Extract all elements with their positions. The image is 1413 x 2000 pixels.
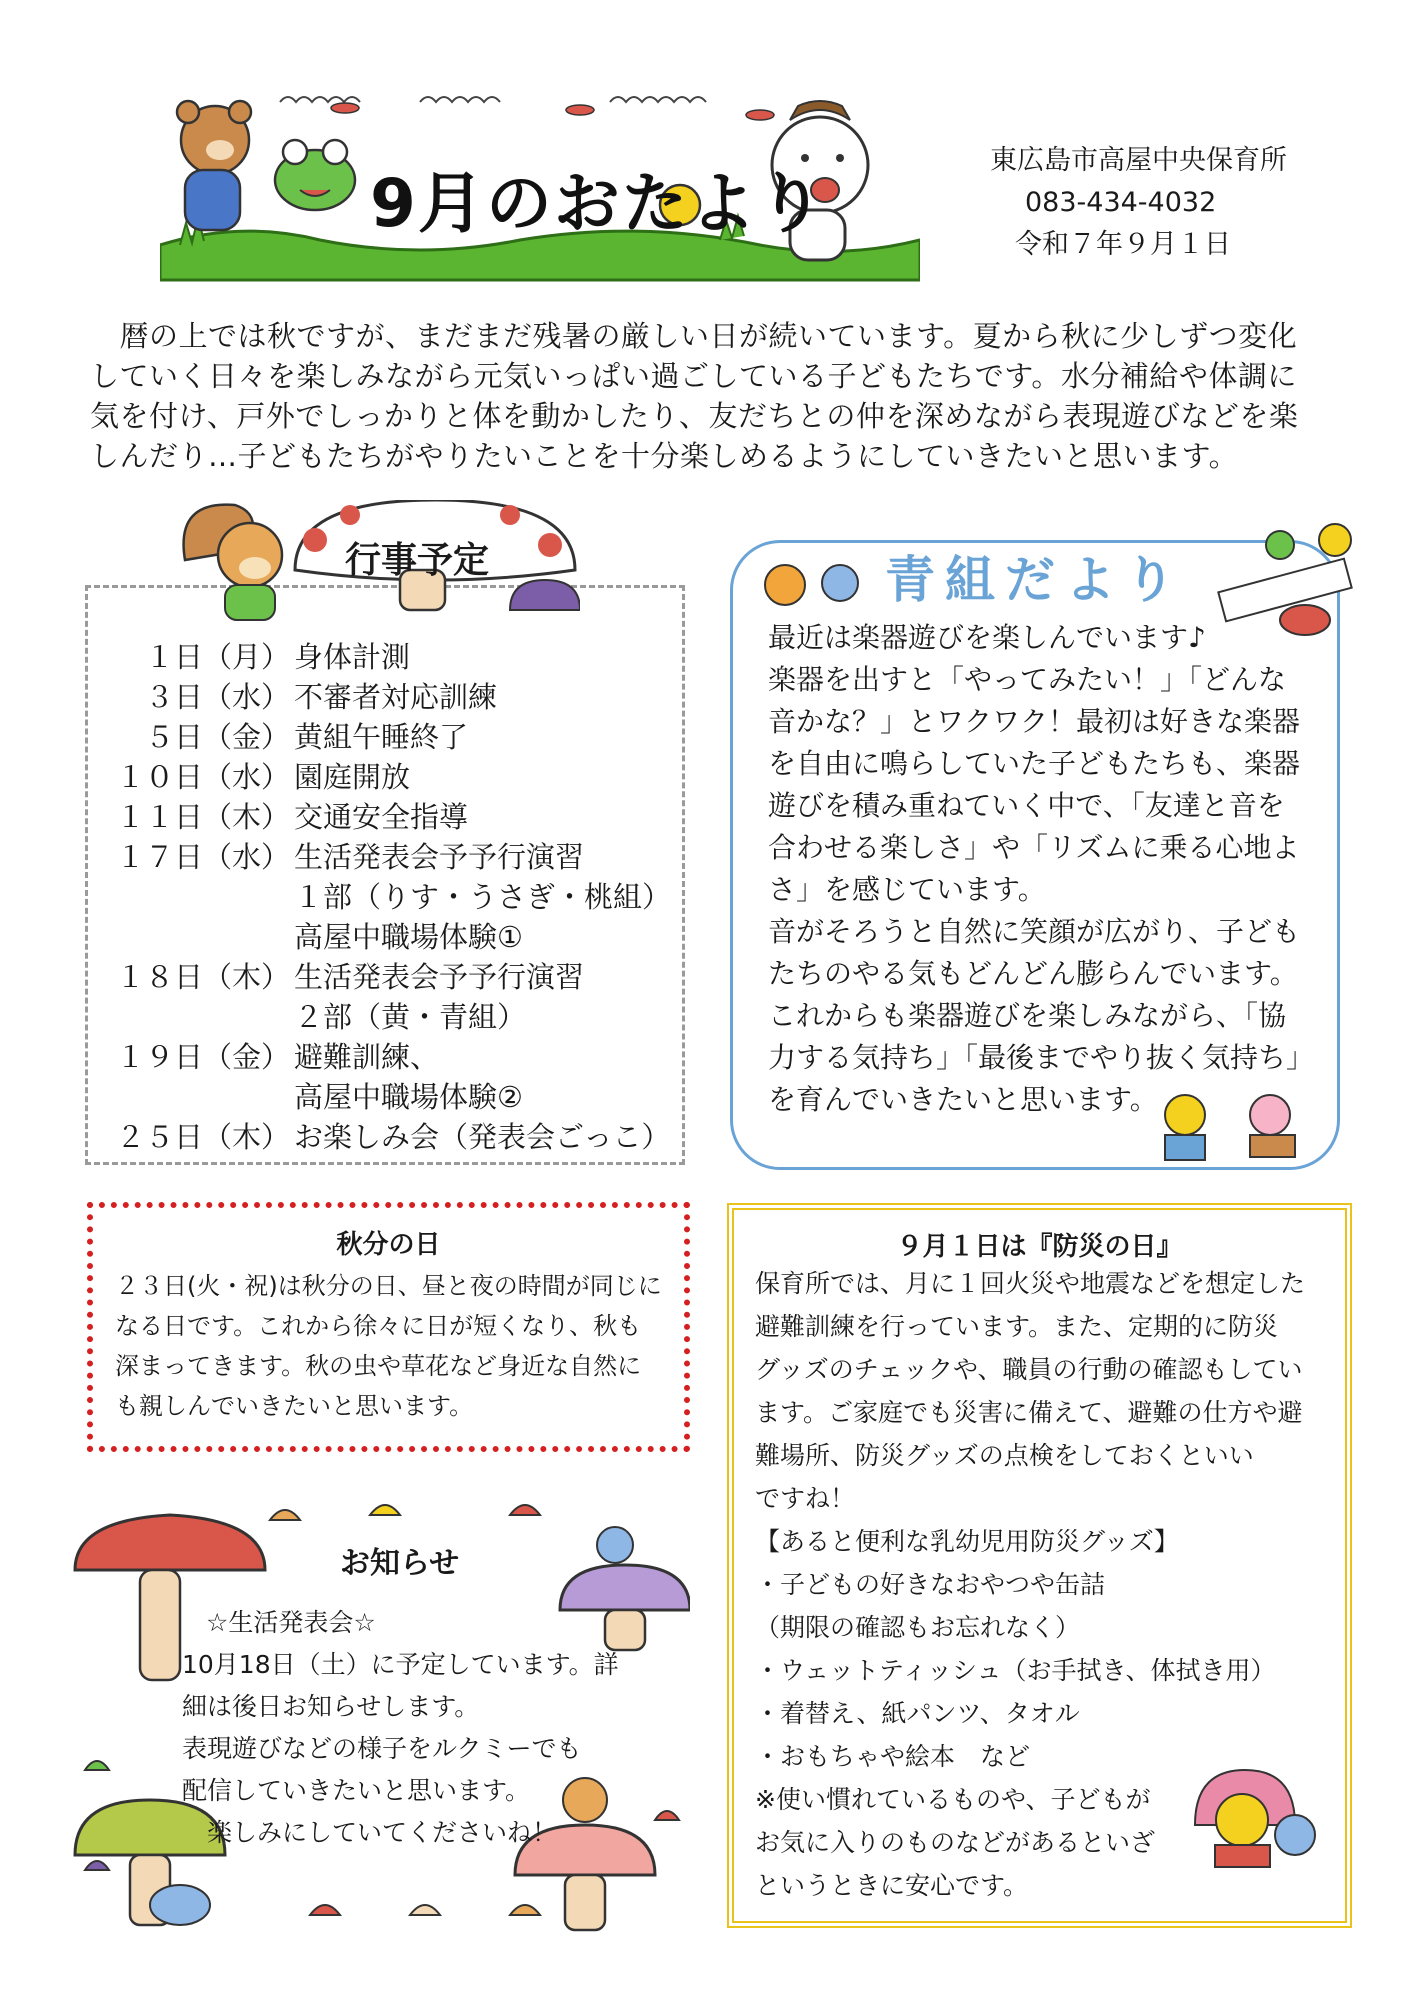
bear-character-icon <box>177 101 251 230</box>
disaster-line: 避難訓練を行っています。また、定期的に防災 <box>755 1312 1279 1341</box>
blue-group-text <box>768 617 1318 1121</box>
autumn-heading: 秋分の日 <box>336 1230 441 1260</box>
band-animals-icon <box>1150 1085 1310 1165</box>
disaster-line: ・ウェットティッシュ（お手拭き、体拭き用） <box>755 1656 1276 1685</box>
disaster-line: というときに安心です。 <box>755 1871 1029 1900</box>
blue-line: これからも楽器遊びを楽しみながら、「協 <box>768 999 1287 1032</box>
squirrel-icon <box>184 505 282 620</box>
school-info <box>960 140 1287 266</box>
event-text: 黄組午睡終了 <box>294 720 469 754</box>
event-item <box>105 837 685 877</box>
event-date <box>105 917 290 957</box>
event-date: １０日（水） <box>115 760 290 794</box>
disaster-heading: ９月１日は『防災の日』 <box>896 1232 1183 1262</box>
event-date: １８日（木） <box>115 960 290 994</box>
hooded-cat-and-mouse-icon <box>1180 1765 1320 1870</box>
event-item <box>105 797 685 837</box>
event-text: 不審者対応訓練 <box>294 680 498 714</box>
intro-line: していく日々を楽しみながら元気いっぱい過ごしている子どもたちです。水分補給や体調に <box>90 359 1297 393</box>
disaster-line: 難場所、防災グッズの点検をしておくといい <box>755 1441 1254 1470</box>
disaster-line: ・着替え、紙パンツ、タオル <box>755 1699 1080 1728</box>
event-item <box>105 637 685 677</box>
disaster-line: 保育所では、月に１回火災や地震などを想定した <box>755 1269 1306 1298</box>
event-item <box>105 1037 685 1077</box>
event-date: １１日（木） <box>115 800 290 834</box>
frog-character-icon <box>275 140 355 210</box>
notice-line: 細は後日お知らせします。 <box>182 1692 480 1721</box>
newsletter-date: 令和７年９月１日 <box>1015 229 1231 260</box>
notice-heading: お知らせ <box>340 1546 460 1581</box>
event-date: １日（月） <box>144 640 290 674</box>
disaster-line: ・おもちゃや絵本 など <box>755 1742 1031 1771</box>
events-heading: 行事予定 <box>345 540 490 581</box>
blue-line: たちのやる気もどんどん膨らんでいます。 <box>768 957 1298 990</box>
blue-line: 合わせる楽しさ」や「リズムに乗る心地よ <box>768 831 1300 864</box>
blue-line: 最近は楽器遊びを楽しんでいます♪ <box>768 621 1206 654</box>
event-text: 高屋中職場体験① <box>294 920 523 954</box>
intro-line: しんだり…子どもたちがやりたいことを十分楽しめるようにしていきたいと思います。 <box>90 439 1239 473</box>
blue-line: を自由に鳴らしていた子どもたちも、楽器 <box>768 747 1301 780</box>
event-text: 避難訓練、 <box>294 1040 440 1074</box>
event-date: １９日（金） <box>115 1040 290 1074</box>
blue-line: 遊びを積み重ねていく中で、「友達と音を <box>768 789 1285 822</box>
blue-line: 音かな？」とワクワク！最初は好きな楽器 <box>768 705 1301 738</box>
disaster-line: ます。ご家庭でも災害に備えて、避難の仕方や避 <box>755 1398 1303 1427</box>
disaster-line: ※使い慣れているものや、子どもが <box>755 1785 1151 1814</box>
event-item <box>105 877 685 917</box>
event-item <box>105 1117 685 1157</box>
event-text: お楽しみ会（発表会ごっこ） <box>294 1120 671 1154</box>
cat-and-mouse-icon <box>760 555 870 615</box>
event-item <box>105 997 685 1037</box>
events-list <box>105 637 685 1157</box>
blue-line: を育んでいきたいと思います。 <box>768 1083 1158 1116</box>
autumn-line: ２３日(火・祝)は秋分の日、昼と夜の時間が同じに <box>115 1272 662 1300</box>
event-date <box>105 997 290 1037</box>
event-item <box>105 677 685 717</box>
blue-line: 楽器を出すと「やってみたい！」「どんな <box>768 663 1287 696</box>
event-date: ３日（水） <box>144 680 290 714</box>
event-text: 高屋中職場体験② <box>294 1080 523 1114</box>
blue-line: 力する気持ち」「最後までやり抜く気持ち」 <box>768 1041 1315 1074</box>
event-text: 身体計測 <box>294 640 411 674</box>
event-date <box>105 877 290 917</box>
purple-mushroom-icon <box>510 580 580 610</box>
blue-line: 音がそろうと自然に笑顔が広がり、子ども <box>768 915 1301 948</box>
autumn-line: 深まってきます。秋の虫や草花など身近な自然に <box>115 1352 642 1380</box>
autumn-text <box>115 1266 675 1426</box>
notice-line: 配信していきたいと思います。 <box>182 1776 531 1805</box>
notice-line: ☆生活発表会☆ <box>206 1608 376 1637</box>
event-date <box>105 1077 290 1117</box>
event-text: ２部（黄・青組） <box>294 1000 527 1034</box>
event-text: 生活発表会予予行演習 <box>294 840 585 874</box>
intro-line: 暦の上では秋ですが、まだまだ残暑の厳しい日が続いています。夏から秋に少しずつ変化 <box>90 319 1298 353</box>
autumn-line: なる日です。これから徐々に日が短くなり、秋も <box>115 1312 642 1340</box>
intro-line: 気を付け、戸外でしっかりと体を動かしたり、友だちとの仲を深めながら表現遊びなどを楽 <box>90 399 1299 433</box>
school-phone: 083-434-4032 <box>1025 187 1217 218</box>
event-text: 交通安全指導 <box>294 800 469 834</box>
event-item <box>105 957 685 997</box>
disaster-line: グッズのチェックや、職員の行動の確認もしてい <box>755 1355 1303 1384</box>
event-text: １部（りす・うさぎ・桃組） <box>294 880 672 914</box>
notice-line: 楽しみにしていてくださいね！ <box>182 1818 558 1847</box>
event-date: １７日（水） <box>115 840 290 874</box>
event-item <box>105 917 685 957</box>
event-item <box>105 1077 685 1117</box>
disaster-line: 【あると便利な乳幼児用防災グッズ】 <box>755 1527 1179 1556</box>
disaster-line: お気に入りのものなどがあるといざ <box>755 1828 1156 1857</box>
event-item <box>105 757 685 797</box>
page-title: 9月のおたより <box>370 165 826 242</box>
notice-line: 10月18日（土）に予定しています。詳 <box>182 1650 619 1679</box>
autumn-line: も親しんでいきたいと思います。 <box>115 1392 474 1420</box>
event-date: ５日（金） <box>144 720 290 754</box>
blue-line: さ」を感じています。 <box>768 873 1046 906</box>
event-text: 生活発表会予予行演習 <box>294 960 585 994</box>
event-date: ２５日（木） <box>115 1120 290 1154</box>
school-name: 東広島市高屋中央保育所 <box>990 145 1287 176</box>
autumn-equinox-box <box>87 1202 690 1452</box>
blue-group-heading: 青組だより <box>885 551 1185 609</box>
event-item <box>105 717 685 757</box>
event-text: 園庭開放 <box>294 760 411 794</box>
disaster-line: ですね！ <box>755 1484 856 1513</box>
notice-line: 表現遊びなどの様子をルクミーでも <box>182 1734 582 1763</box>
disaster-line: （期限の確認もお忘れなく） <box>755 1613 1081 1642</box>
intro-paragraph <box>90 316 1340 476</box>
notice-text <box>182 1602 652 1854</box>
disaster-line: ・子どもの好きなおやつや缶詰 <box>755 1570 1106 1599</box>
